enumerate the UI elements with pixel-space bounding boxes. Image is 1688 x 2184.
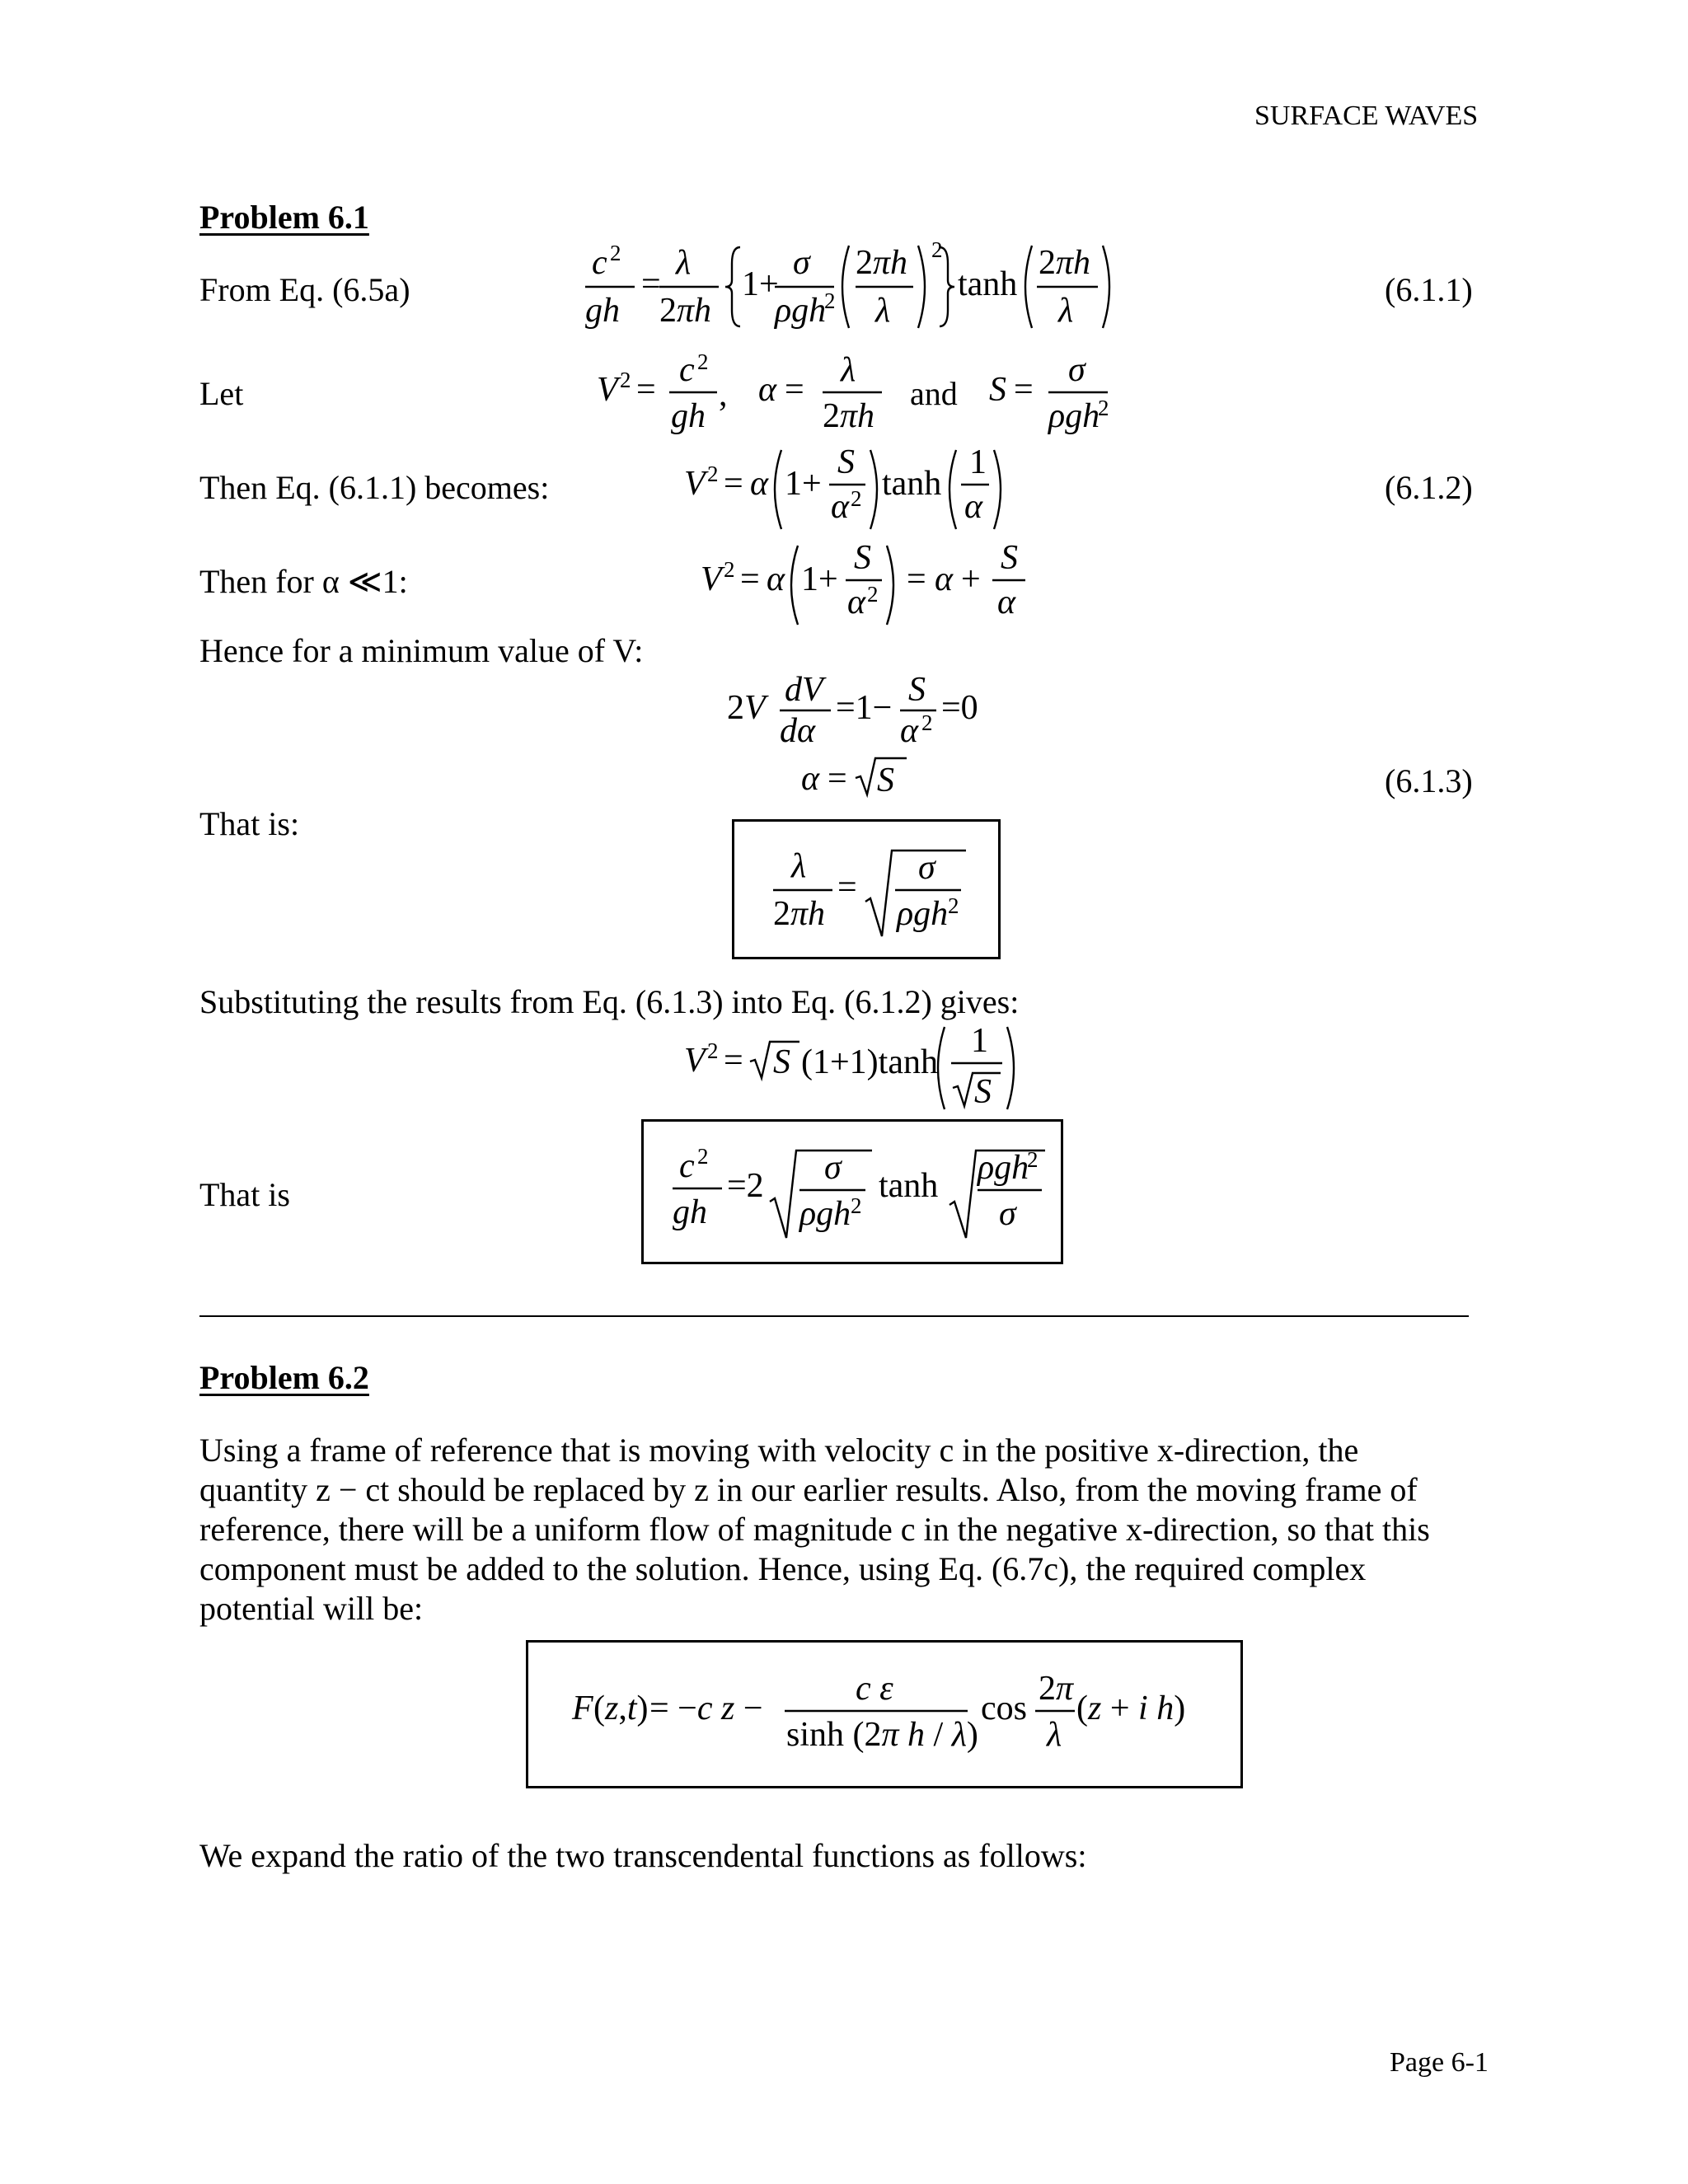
svg-text:S: S <box>854 539 871 577</box>
svg-text:1+: 1+ <box>801 560 838 598</box>
svg-text:2: 2 <box>1098 396 1109 420</box>
that-is-label-2: That is <box>199 1176 290 1213</box>
svg-text:2: 2 <box>620 368 631 392</box>
svg-text:2πh: 2πh <box>823 397 875 435</box>
svg-text:2: 2 <box>867 582 879 607</box>
svg-text:V: V <box>701 560 722 598</box>
svg-text:c ε: c ε <box>856 1670 893 1708</box>
then-for-alpha-label: Then for α ≪1: <box>199 563 408 600</box>
svg-text:=: = <box>740 560 760 598</box>
s-definition <box>986 346 1151 453</box>
svg-text:1+: 1+ <box>742 265 779 303</box>
svg-text:2: 2 <box>610 241 621 265</box>
svg-text:ρgh: ρgh <box>978 1149 1029 1187</box>
svg-text:F: F <box>572 1690 593 1727</box>
svg-text:σ: σ <box>999 1195 1016 1233</box>
svg-text:tanh: tanh <box>882 465 942 503</box>
svg-text:2: 2 <box>824 288 836 313</box>
svg-text:σ: σ <box>1068 351 1085 389</box>
equation-6-1-1 <box>577 239 1170 346</box>
svg-text:2πh: 2πh <box>659 292 712 330</box>
svg-text:(z,t): (z,t) <box>593 1690 649 1727</box>
svg-text:λ: λ <box>875 292 891 330</box>
svg-text:α: α <box>767 560 785 598</box>
paragraph-line: component must be added to the solution. Hence, using Eq. (6.7c), the required complex <box>199 1550 1367 1587</box>
eq-6-1-2-tag: (6.1.2) <box>1385 469 1473 506</box>
eq-6-1-3-tag: (6.1.3) <box>1385 762 1473 799</box>
svg-text:=2: =2 <box>727 1167 764 1205</box>
derivative-equation <box>725 668 1006 758</box>
svg-text:S: S <box>837 443 855 481</box>
problem-6-2-heading: Problem 6.2 <box>199 1359 369 1396</box>
svg-text:1: 1 <box>969 443 987 481</box>
svg-text:ρgh: ρgh <box>1048 397 1100 435</box>
svg-text:gh: gh <box>585 292 620 330</box>
closing-text: We expand the ratio of the two transcendental functions as follows: <box>199 1837 1087 1874</box>
boxed-result-1-equation <box>767 844 981 943</box>
svg-text:2: 2 <box>697 349 709 374</box>
svg-text:=1−: =1− <box>836 689 893 727</box>
svg-text:S: S <box>974 1073 992 1111</box>
equation-6-1-2 <box>681 440 1043 539</box>
svg-text:S: S <box>1001 539 1018 577</box>
svg-text:2V: 2V <box>727 689 766 727</box>
svg-text:S: S <box>989 371 1006 409</box>
svg-text:=: = <box>785 371 804 409</box>
from-eq-label: From Eq. (6.5a) <box>199 271 410 308</box>
svg-text:λ: λ <box>791 847 807 885</box>
svg-text:σ: σ <box>793 244 810 282</box>
svg-text:ρgh: ρgh <box>799 1195 851 1233</box>
svg-text:λ: λ <box>1058 292 1074 330</box>
svg-text:α: α <box>900 712 919 750</box>
svg-text:α: α <box>758 371 777 409</box>
svg-text:sinh (2π h / λ): sinh (2π h / λ) <box>786 1716 978 1754</box>
paragraph-line: Using a frame of reference that is moving with velocity c in the positive x-direction, the <box>199 1432 1359 1469</box>
hence-minimum-label: Hence for a minimum value of V: <box>199 632 644 669</box>
svg-text:c: c <box>679 351 695 389</box>
svg-text:2: 2 <box>697 1144 709 1169</box>
svg-text:ρgh: ρgh <box>897 895 949 933</box>
svg-text:2: 2 <box>851 1193 862 1218</box>
svg-text:dV: dV <box>785 671 823 709</box>
svg-text:=: = <box>837 869 857 907</box>
svg-text:=0: =0 <box>941 689 978 727</box>
svg-text:V: V <box>684 1042 706 1080</box>
problem-6-2-paragraph <box>199 1431 1485 1629</box>
svg-text:2: 2 <box>724 557 735 582</box>
svg-text:=: = <box>724 465 743 503</box>
svg-text:=: = <box>828 760 847 798</box>
svg-text:2: 2 <box>851 486 862 511</box>
svg-text:α: α <box>997 583 1016 621</box>
substitution-equation <box>681 1020 1043 1119</box>
eq-6-1-1-tag: (6.1.1) <box>1385 271 1473 308</box>
svg-text:2: 2 <box>931 237 943 262</box>
svg-text:=: = <box>636 371 656 409</box>
paragraph-line: potential will be: <box>199 1590 424 1627</box>
svg-text:2: 2 <box>707 1038 719 1063</box>
svg-text:α: α <box>750 465 769 503</box>
running-header: SURFACE WAVES <box>1254 101 1479 131</box>
small-alpha-equation <box>697 536 1043 635</box>
svg-text:c: c <box>592 244 607 282</box>
svg-text:=: = <box>907 560 926 598</box>
svg-text:tanh: tanh <box>879 1167 939 1205</box>
svg-text:c: c <box>679 1147 695 1185</box>
svg-text:1+: 1+ <box>785 465 822 503</box>
then-eq-becomes-label: Then Eq. (6.1.1) becomes: <box>199 469 550 506</box>
svg-text:2: 2 <box>948 893 959 918</box>
svg-text:λ: λ <box>841 351 856 389</box>
svg-text:,: , <box>719 376 728 414</box>
paragraph-line: reference, there will be a uniform flow of magnitude c in the negative x-direction, so that this <box>199 1511 1430 1548</box>
svg-text:=: = <box>1014 371 1034 409</box>
let-label: Let <box>199 375 244 412</box>
paragraph-line: quantity z − ct should be replaced by z in our earlier results. Also, from the moving frame of <box>199 1471 1418 1508</box>
svg-text:α: α <box>964 488 983 526</box>
svg-text:2πh: 2πh <box>1039 244 1091 282</box>
substitution-text: Substituting the results from Eq. (6.1.3) into Eq. (6.1.2) gives: <box>199 983 1020 1020</box>
svg-text:V: V <box>597 371 618 409</box>
svg-text:2: 2 <box>921 710 933 735</box>
problem-6-1-heading: Problem 6.1 <box>199 199 369 236</box>
equation-6-1-3 <box>799 752 915 804</box>
and-word: and <box>910 375 958 412</box>
svg-text:σ: σ <box>918 849 935 887</box>
svg-text:+: + <box>961 560 981 598</box>
svg-text:cos: cos <box>981 1690 1027 1727</box>
that-is-label-1: That is: <box>199 805 300 842</box>
svg-text:dα: dα <box>780 712 816 750</box>
svg-text:λ: λ <box>676 244 692 282</box>
svg-text:α: α <box>831 488 850 526</box>
svg-text:2: 2 <box>707 462 719 486</box>
svg-text:ρgh: ρgh <box>775 292 827 330</box>
svg-text:2: 2 <box>1027 1147 1039 1172</box>
svg-text:α: α <box>847 583 866 621</box>
svg-text:tanh: tanh <box>958 265 1018 303</box>
svg-text:1: 1 <box>971 1022 988 1060</box>
svg-text:α: α <box>801 760 820 798</box>
section-divider <box>199 1315 1469 1317</box>
svg-text:gh: gh <box>673 1193 707 1231</box>
svg-text:=: = <box>724 1042 743 1080</box>
boxed-result-2-equation <box>668 1142 1055 1249</box>
svg-text:gh: gh <box>671 397 706 435</box>
page-number: Page 6-1 <box>1390 2047 1489 2078</box>
svg-text:S: S <box>877 762 894 799</box>
complex-potential-equation <box>569 1670 1212 1769</box>
svg-text:(1+1)tanh: (1+1)tanh <box>801 1043 938 1081</box>
svg-text:=: = <box>641 265 661 303</box>
svg-text:σ: σ <box>824 1149 842 1187</box>
svg-text:2πh: 2πh <box>773 895 826 933</box>
svg-text:2π: 2π <box>1039 1670 1074 1708</box>
svg-text:λ: λ <box>1047 1716 1062 1754</box>
svg-text:S: S <box>908 671 926 709</box>
svg-text:S: S <box>773 1043 790 1081</box>
svg-text:α: α <box>935 560 954 598</box>
svg-text:2πh: 2πh <box>856 244 908 282</box>
svg-text:= −c z −: = −c z − <box>649 1690 763 1727</box>
svg-text:V: V <box>684 465 706 503</box>
svg-text:(z + i h): (z + i h) <box>1076 1690 1186 1727</box>
